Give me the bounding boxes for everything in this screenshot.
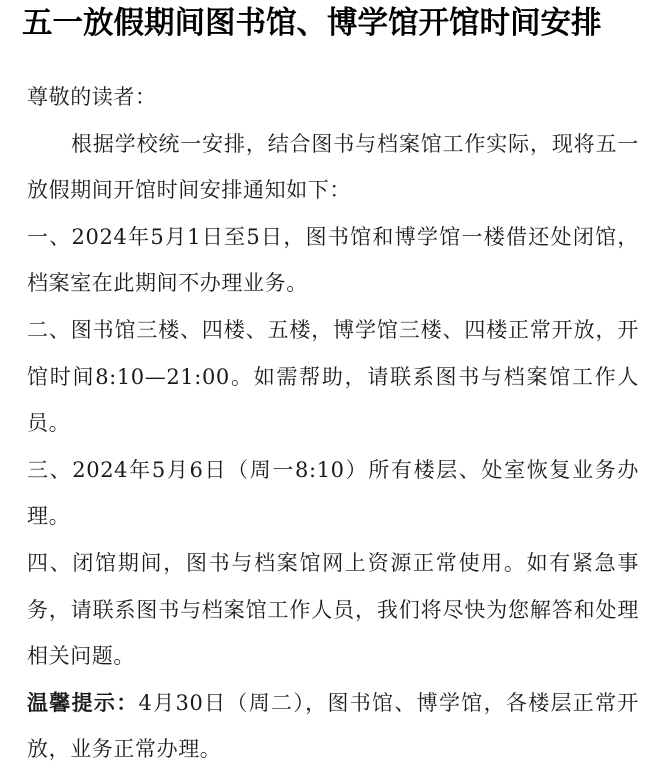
tip-text: 4月30日（周二），图书馆、博学馆，各楼层正常开放，业务正常办理。 — [27, 690, 640, 762]
notice-item-3: 三、2024年5月6日（周一8:10）所有楼层、处室恢复业务办理。 — [27, 457, 639, 529]
tip-paragraph — [27, 680, 639, 773]
notice-item-4: 四、闭馆期间，图书与档案馆网上资源正常使用。如有紧急事务，请联系图书与档案馆工作人员，我们将尽快为您解答和处理相关问题。 — [27, 550, 639, 669]
greeting: 尊敬的读者： — [27, 85, 157, 109]
page-title: 五一放假期间图书馆、博学馆开馆时间安排 — [22, 6, 602, 41]
notice-body — [27, 74, 639, 773]
tip-label: 温馨提示： — [27, 689, 139, 715]
notice-item-1: 一、2024年5月1日至5日，图书馆和博学馆一楼借还处闭馆，档案室在此期间不办理业务。 — [27, 224, 639, 296]
notice-item-2: 二、图书馆三楼、四楼、五楼，博学馆三楼、四楼正常开放，开馆时间8:10—21:00。如需帮助，请联系图书与档案馆工作人员。 — [27, 317, 639, 436]
intro-paragraph: 根据学校统一安排，结合图书与档案馆工作实际，现将五一放假期间开馆时间安排通知如下： — [27, 131, 639, 203]
